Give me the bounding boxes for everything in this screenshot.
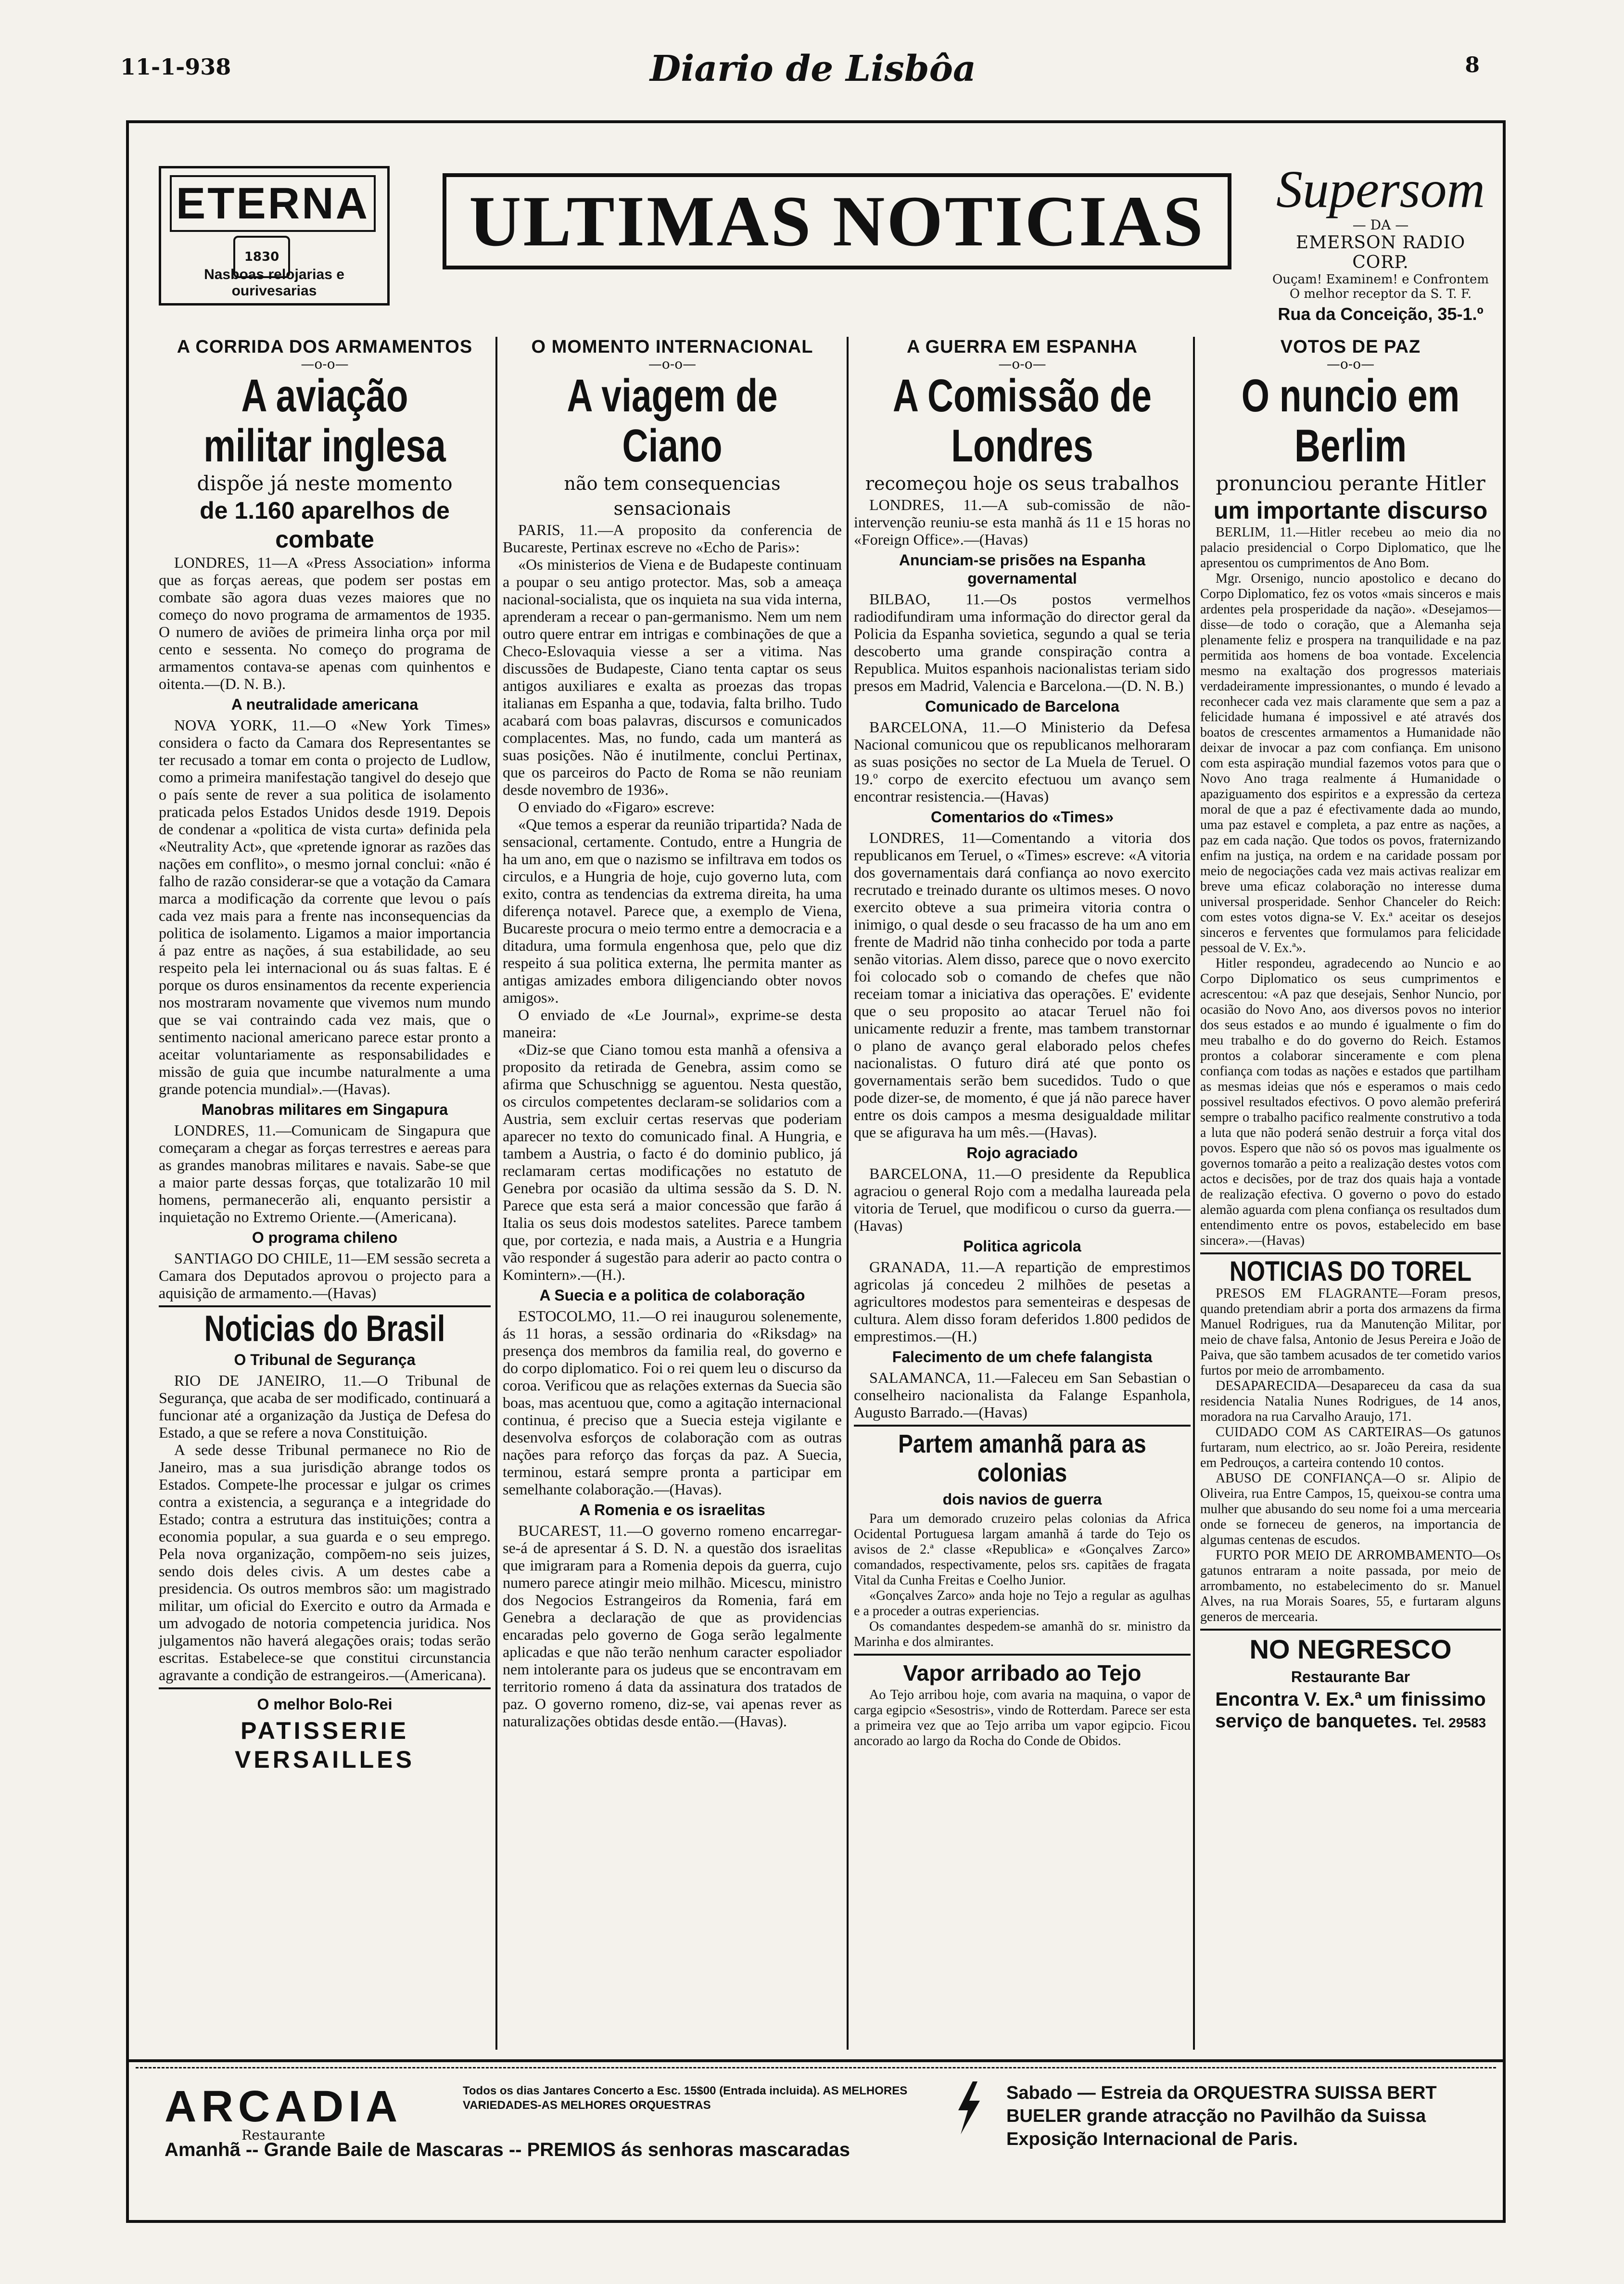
eterna-ad xyxy=(159,166,390,306)
paragraph: «Gonçalves Zarco» anda hoje no Tejo a regular as agulhas e a proceder a outras experiencias. xyxy=(854,1588,1191,1619)
arcadia-baile: Amanhã -- Grande Baile de Mascaras -- PREMIOS ás senhoras mascaradas xyxy=(165,2139,850,2160)
column-espanha xyxy=(854,337,1191,1749)
column-votos xyxy=(1200,337,1501,1732)
ornament: —o-o— xyxy=(648,356,697,372)
subheadline: pronunciou perante Hitler xyxy=(1216,472,1485,495)
kicker: Rojo agraciado xyxy=(966,1144,1078,1161)
paragraph: BUCAREST, 11.—O governo romeno encarregar-se-á de apresentar á S. D. N. a questão dos israelitas que imigraram para a Romenia depois da guerra, cujo numero parece atingir meio milhão. Micescu, ministro dos Negocios Estrangeiros da Romenia, fará em Genebra a declaração de que as providencias encaradas pelo governo de Goga serão legalmente aplicadas e que não terão nenhum caracter espoliador nem intolerante para os judeus que se encontravam em territorio romeno á data da assinatura dos tratados de paz. O governo romeno, diz-se, vai apenas rever as naturalizações obtidas desde então.—(Havas). xyxy=(503,1522,842,1730)
paragraph: CUIDADO COM AS CARTEIRAS—Os gatunos furtaram, num electrico, ao sr. João Pereira, residente em Pedrouços, a carteira contendo 10 contos. xyxy=(1200,1425,1501,1470)
supersom-line1: Ouçam! Examinem! e Confrontem xyxy=(1272,272,1489,287)
bolo-rei-ad: O melhor Bolo-Rei xyxy=(257,1696,393,1713)
lightning-icon xyxy=(953,2081,982,2134)
subheadline-bold: um importante discurso xyxy=(1213,497,1488,524)
paragraph: PRESOS EM FLAGRANTE—Foram presos, quando pretendiam abrir a porta dos armazens da firma Manuel Rodrigues, rua da Manutenção Militar, por meio de chave falsa, Antonio de Jesus Pereira e João de Paiva, que são tambem acusados de ter cometido varios furtos por meio de arrombamento. xyxy=(1200,1286,1501,1378)
section-title: VOTOS DE PAZ xyxy=(1280,337,1421,357)
subheadline: recomeçou hoje os seus trabalhos xyxy=(865,473,1180,494)
paragraph: O enviado de «Le Journal», exprime-se desta maneira: xyxy=(503,1006,842,1041)
paragraph: Hitler respondeu, agradecendo ao Nuncio e ao Corpo Diplomatico os seus cumprimentos e acrescentou: «A paz que desejais, Senhor Nuncio, por ocasião do Novo Ano, aos diversos povos no interior dos seus estados e ao mundo é igualmente o fim do meu trabalho e do do governo do Reich. Estamos prontos a colaborar sinceramente e com plena confiança com todas as nações e estados que partilham as mesmas ideias que nós e esperamos o mais cedo possivel resultados efectivos. O povo alemão preferirá sempre o trabalho pacifico realmente construtivo a toda a luta que não poderá senão destruir a força vital dos povos. Espero que não só os povos mas igualmente os governos tomarão a peito a realização destes votos com actos e decisões, por de traz dos quais haja a vontade de realização efectiva. O governo o povo do estado alemão aguarda com plena confiança os resultados dum entendimento entre os povos, estabelecido em base sincera».—(Havas) xyxy=(1200,956,1501,1248)
newspaper-title: Diario de Lisbôa xyxy=(650,48,976,89)
paragraph: BERLIM, 11.—Hitler recebeu ao meio dia no palacio presidencial o Corpo Diplomatico, que lhe apresentou os cumprimentos de Ano Bom. xyxy=(1200,525,1501,571)
kicker: Politica agricola xyxy=(963,1238,1081,1255)
paragraph: Ao Tejo arribou hoje, com avaria na maquina, o vapor de carga egipcio «Sesostris», vindo de Rotterdam. Parece ser esta a primeira vez que ao Tejo arriba um vapor egipcio. Ficou ancorado ao largo da Rocha do Conde de Obidos. xyxy=(854,1687,1191,1748)
kicker: Anunciam-se prisões na Espanha governamental xyxy=(899,551,1146,587)
kicker: A Suecia e a politica de colaboração xyxy=(539,1287,805,1304)
paragraph: ESTOCOLMO, 11.—O rei inaugurou solenemente, ás 11 horas, a sessão ordinaria do «Riksdag» na presença dos membros da familia real, do governo e do corpo diplomatico. Foi o rei quem leu o discurso da coroa. Verificou que as relações externas da Suecia são boas, mas acentuou que, como a agitação internacional continua, é preciso que a Suecia esteja vigilante e desenvolva esforços de colaboração com as outras nações para reforço das forças da paz. A Suecia, terminou, estará sempre pronta a participar em semelhante colaboração.—(Havas). xyxy=(503,1307,842,1498)
column-divider xyxy=(847,337,849,2050)
paragraph: O enviado do «Figaro» escreve: xyxy=(518,798,715,816)
paragraph: NOVA YORK, 11.—O «New York Times» considera o facto da Camara dos Representantes se ter recusado a tomar em conta o projecto de Ludlow, como a primeira manifestação tangivel do desejo que o país sente de rever a sua politica de isolamento praticada pelos Estados Unidos desde 1919. Depois de condenar a «politica de vista curta» definida pela «Neutrality Act», que «pretende ignorar as razões das nações em conflito», o mesmo jornal conclui: «não é falho de razão considerar-se que a votação da Camara marca a modificação da corrente que levou o país cada vez mais para a frente nas inconsequencias da politica de isolamento. Ligamos a maior importancia á paz entre as nações, á sua estabilidade, ao seu respeito pela lei internacional ou ás suas faltas. E é porque os duros ensinamentos da recente experiencia nos mostraram novamente que vivemos num mundo que se vai contraindo cada vez mais, que o sentimento nacional americano parece estar pronto a aceitar voluntariamente as responsabilidades e missão de guia que incumbe naturalmente a uma grande potencia mundial».—(Havas). xyxy=(159,716,491,1097)
paragraph: SALAMANCA, 11.—Faleceu em San Sebastian o conselheiro nacionalista da Falange Espanhola, Augusto Barrado.—(Havas) xyxy=(854,1369,1191,1421)
negresco-line2: serviço de banquetes. xyxy=(1215,1710,1418,1732)
paragraph: Mgr. Orsenigo, nuncio apostolico e decano do Corpo Diplomatico, fez os votos «mais sinceros e mais ardentes pela prosperidade da nação». «Desejamos—disse—de todo o coração, que a Alemanha seja plenamente feliz e prospera na tranquilidade e na paz permitida aos homens de boa vontade. Excelencia mesmo na exaltação dos progressos materiais verdadeiramente impressionantes, o mundo é levado a reconhecer cada vez mais claramente que sem a paz a felicidade humana é impossivel e até através dos boatos de crescentes armamentos a Humanidade não deixar de invocar a paz com confiança. Em unisono com esta aspiração mundial fazemos votos para que o Novo Ano traga realmente á Humanidade o apaziguamento dos espiritos e a expressão da certeza moral de que a paz é efectivamente dada ao mundo, uma paz estavel e completa, a paz entre as nações, a paz em cada nação. Que todos os povos, fraternizando enfim na justiça, na ordem e na caridade possam por meio de negociações cada vez mais activas realizar em breve uma eficaz colaboração no interesse duma universal prosperidade. Senhor Chanceler do Reich: com estes votos digna-se V. Ex.ª aceitar os desejos sinceros e ferventes que formulamos para felicidade pessoal de V. Ex.ª». xyxy=(1200,571,1501,956)
supersom-address: Rua da Conceição, 35-1.º xyxy=(1278,304,1484,324)
headline: A viagem de Ciano xyxy=(567,370,778,472)
section-masthead: ULTIMAS NOTICIAS xyxy=(443,173,1231,269)
kicker: A Romenia e os israelitas xyxy=(579,1501,765,1518)
paragraph: FURTO POR MEIO DE ARROMBAMENTO—Os gatunos entraram a noite passada, por meio de arrombamento, no estabelecimento do sr. Manuel Alves, na rua Morais Soares, 55, e furtaram alguns generos de mercearia. xyxy=(1200,1548,1501,1624)
negresco-phone: Tel. 29583 xyxy=(1422,1715,1486,1730)
kicker: O programa chileno xyxy=(252,1229,398,1246)
page-number: 8 xyxy=(1465,53,1480,77)
ornament: —o-o— xyxy=(998,356,1046,372)
kicker: Comentarios do «Times» xyxy=(931,808,1114,826)
subheadline: não tem consequencias sensacionais xyxy=(564,473,781,519)
arcadia-details: Todos os dias Jantares Concerto a Esc. 15$00 (Entrada incluida). AS MELHORES VARIEDADES-AS MELHORES ORQUESTRAS xyxy=(463,2084,908,2112)
supersom-brand: Supersom xyxy=(1276,160,1485,218)
supersom-da: — DA — xyxy=(1352,217,1409,233)
kicker: A neutralidade americana xyxy=(231,696,419,713)
suissa-ad: Sabado — Estreia da ORQUESTRA SUISSA BERT BUELER grande atracção no Pavilhão da Suissa Exposição Internacional de Paris. xyxy=(1006,2083,1437,2149)
negresco-headline: NO NEGRESCO xyxy=(1249,1634,1452,1664)
paragraph: SANTIAGO DO CHILE, 11—EM sessão secreta a Camara dos Deputados aprovou o projecto para a aquisição de armamento.—(Havas) xyxy=(159,1250,491,1301)
paragraph: DESAPARECIDA—Desapareceu da casa da sua residencia Natalia Nunes Rodrigues, de 14 anos, moradora na rua Carvalho Araujo, 171. xyxy=(1200,1378,1501,1424)
colonias-sub: dois navios de guerra xyxy=(942,1491,1102,1508)
paragraph: LONDRES, 11.—A sub-comissão de não-intervenção reuniu-se esta manhã ás 11 e 15 horas no «Foreign Office».—(Havas) xyxy=(854,496,1191,548)
column-divider xyxy=(495,337,497,2050)
eterna-logo: ETERNA xyxy=(170,175,376,232)
ornament: —o-o— xyxy=(1326,356,1375,372)
arcadia-title: ARCADIA xyxy=(165,2082,403,2131)
torel-headline: NOTICIAS DO TOREL xyxy=(1229,1256,1472,1287)
ornament: —o-o— xyxy=(301,356,349,372)
supersom-corp: EMERSON RADIO CORP. xyxy=(1295,233,1466,272)
column-divider xyxy=(1193,337,1195,2050)
paragraph: «Que temos a esperar da reunião tripartida? Nada de sensacional, certamente. Contudo, entre a Hungria de ha um ano, em que o nazismo se infiltrava em todos os circulos, e a Hungria de hoje, cujo governo luta, com exito, contra as tendencias da extrema direita, ha uma diferença notavel. Parece que, a exemplo de Viena, Bucareste procura o meio termo entre a democracia e a ditadura, uma formula engenhosa que, pelo que diz respeito á sua politica externa, lhe permita manter as antigas amizades embora diligenciando obter novos amigos». xyxy=(503,816,842,1006)
supersom-ad xyxy=(1270,159,1491,324)
paragraph: GRANADA, 11.—A repartição de emprestimos agricolas já concedeu 2 milhões de pesetas a agricultores modestos para sementeiras e despesas de cultura. Alem disso foram deferidos 1.800 pedidos de emprestimos.—(H.) xyxy=(854,1258,1191,1345)
paragraph: Para um demorado cruzeiro pelas colonias da Africa Ocidental Portuguesa largam amanhã á tarde do Tejo os avisos de 2.ª classe «Republica» e «Gonçalves Zarco» comandados, respectivamente, pelos srs. capitães de fragata Vital da Cunha Freitas e Coelho Junior. xyxy=(854,1511,1191,1588)
paragraph: RIO DE JANEIRO, 11.—O Tribunal de Segurança, que acaba de ser modificado, continuará a funcionar até a organização da Justiça de Defesa do Estado, a que se refere a nova Constituição. xyxy=(159,1372,491,1441)
paragraph: «Diz-se que Ciano tomou esta manhã a ofensiva a proposito da retirada de Genebra, assim como se afirma que Schuschnigg se aguentou. Nesta questão, os circulos competentes declaram-se solidarios com a Austria, sem excluir certas reservas que poderiam aparecer no texto do comunicado final. A Hungria, e tambem a Austria, o facto é do dominio publico, já reclamaram certas modificações no estatuto de Genebra por ocasião da ultima sessão da S. D. N. Parece que esta será a maior concessão que farão á Italia os seus dois modestos satelites. Parece tambem que, por cortezia, e nada mais, a Austria e a Hungria vão responder á sugestão para aderir ao pacto contra o Komintern».—(H.). xyxy=(503,1041,842,1283)
issue-date: 11-1-938 xyxy=(120,54,231,80)
article-body xyxy=(503,521,842,1730)
negresco-sub: Restaurante Bar xyxy=(1291,1668,1410,1685)
section-title: A GUERRA EM ESPANHA xyxy=(907,337,1138,357)
arcadia-logo xyxy=(165,2081,402,2143)
kicker: Manobras militares em Singapura xyxy=(201,1101,448,1118)
brasil-headline: Noticias do Brasil xyxy=(204,1308,445,1349)
paragraph: BARCELONA, 11.—O presidente da Republica agraciou o general Rojo com a medalha laureada pela vitoria de Teruel, que modificou o curso da guerra.—(Havas) xyxy=(854,1165,1191,1234)
section-title: A CORRIDA DOS ARMAMENTOS xyxy=(177,337,473,357)
paragraph: PARIS, 11.—A proposito da conferencia de Bucareste, Pertinax escreve no «Echo de Paris»: xyxy=(503,521,842,556)
decorative-rule xyxy=(136,2067,1496,2068)
paragraph: «Os ministerios de Viena e de Budapeste continuam a poupar o seu antigo protector. Mas, sob a ameaça nacional-socialista, que os inquieta na sua vida interna, aprenderam a recear o pan-germanismo. Nem um nem outro quere entrar em intrigas e combinações de que a Checo-Eslovaquia viesse a ser a vitima. Nas discussões de Budapeste, Ciano tenta captar os seus antigos auxiliares e exalta as proezas das tropas italianas em Espanha a que, todavia, falta brilho. Tudo acabará com boas palavras, discursos e comunicados complacentes. Mas, no fundo, cada um manterá as suas posições. Não é inutilmente, conclui Pertinax, que os parceiros do Pacto de Roma se não reuniam desde novembro de 1936». xyxy=(503,556,842,798)
paragraph: LONDRES, 11.—Comunicam de Singapura que começaram a chegar as forças terrestres e aereas para as grandes manobras militares e navais. Sabe-se que a maior parte dessas forças, que totalizarão 10 mil homens, permanecerão ali, enquanto persistir a inquietação no Extremo Oriente.—(Americana). xyxy=(159,1122,491,1225)
headline: A aviação militar inglesa xyxy=(203,370,446,472)
paragraph: LONDRES, 11—A «Press Association» informa que as forças aereas, que podem ser postas em combate são agora duas vezes maiores que no começo do novo programa de armamentos de 1935. O numero de aviões de primeira linha orça por mil cento e sessenta. No começo do programa de armamentos contava-se apenas com quinhentos e oitenta.—(D. N. B.). xyxy=(159,554,491,692)
headline: O nuncio em Berlim xyxy=(1241,370,1460,472)
negresco-line1: Encontra V. Ex.ª um finissimo xyxy=(1215,1689,1486,1710)
column-armamentos xyxy=(159,337,491,1774)
article-body xyxy=(159,554,491,1301)
paragraph: A sede desse Tribunal permanece no Rio de Janeiro, mas a sua jurisdição abrange todos os Estados. Compete-lhe processar e julgar os crimes contra a existencia, a segurança e a integridade do Estado; contra a estrutura das instituições; contra a economia popular, a sua guarda e o seu emprego. Pela nova organização, compõem-no seis juizes, sendo dois deles civis. A um destes cabe a presidencia. Os outros membros são: um magistrado militar, um oficial do Exercito e outro da Armada e um advogado de notoria competencia juridica. Nos julgamentos não haverá alegações orais; todas serão escritas. Estabelece-se que constitui circunstancia agravante a condição de estrangeiros.—(Americana). xyxy=(159,1441,491,1684)
paragraph: LONDRES, 11—Comentando a vitoria dos republicanos em Teruel, o «Times» escreve: «A vitoria dos governamentais dará confiança ao novo exercito recrutado e treinado durante os ultimos meses. O novo exercito obteve a sua primeira vitoria contra o inimigo, o qual desde o seu fracasso de ha um ano em frente de Madrid não tinha conhecido por toda a parte senão vitorias. Alem disso, parece que o novo exercito foi colocado sob o comando de chefes que não receiam tomar a iniciativa das operações. E' evidente que o seu proposito ao atacar Teruel não foi unicamente reduzir a frente, mas tambem transtornar o plano de avanço geral elaborado pelos chefes nacionalistas. O futuro dirá até que ponto os governamentais serão bem sucedidos. Tudo o que pode dizer-se, de momento, é que já não parece haver entre os dois campos a mesma desigualdade militar que se afigurava ha um mês.—(Havas). xyxy=(854,829,1191,1141)
article-body xyxy=(854,496,1191,1421)
colonias-headline: Partem amanhã para as colonias xyxy=(898,1429,1146,1487)
kicker: Falecimento de um chefe falangista xyxy=(892,1348,1153,1365)
patisserie-ad: PATISSERIE VERSAILLES xyxy=(235,1717,415,1773)
subheadline-bold: de 1.160 aparelhos de combate xyxy=(200,497,450,553)
subheadline: dispõe já neste momento xyxy=(197,472,453,495)
paragraph: ABUSO DE CONFIANÇA—O sr. Alipio de Oliveira, rua Entre Campos, 15, queixou-se contra uma mulher que abusando do seu nome foi a uma mercearia onde se forneceu de generos, na importancia de algumas centenas de escudos. xyxy=(1200,1471,1501,1547)
paragraph: BARCELONA, 11.—O Ministerio da Defesa Nacional comunicou que os republicanos melhoraram as suas posições no sector de La Muela de Teruel. O 19.º corpo de exercito efectuou um avanço sem encontrar resistencia.—(Havas) xyxy=(854,718,1191,805)
clock-icon: 1830 xyxy=(233,236,290,278)
vapor-headline: Vapor arribado ao Tejo xyxy=(903,1660,1142,1685)
paragraph: Os comandantes despedem-se amanhã do sr. ministro da Marinha e dos almirantes. xyxy=(854,1619,1191,1649)
headline: A Comissão de Londres xyxy=(892,370,1152,472)
kicker: O Tribunal de Segurança xyxy=(234,1351,416,1368)
arcadia-restaurante: Restaurante xyxy=(241,2127,326,2143)
bottom-ads xyxy=(126,2059,1506,2173)
paragraph: BILBAO, 11.—Os postos vermelhos radiodifundiram uma informação do director geral da Policia da Espanha sovietica, segundo a qual se teria descoberto uma grande conspiração contra a Republica. Muitos espanhois nacionalistas teriam sido presos em Madrid, Valencia e Barcelona.—(D. N. B.) xyxy=(854,590,1191,694)
article-body xyxy=(1200,525,1501,1249)
kicker: Comunicado de Barcelona xyxy=(925,698,1119,715)
column-internacional xyxy=(503,337,842,1730)
section-title: O MOMENTO INTERNACIONAL xyxy=(531,337,813,357)
eterna-tagline: Nasboas relojarias e ourivesarias xyxy=(204,267,344,299)
supersom-line2: O melhor receptor da S. T. F. xyxy=(1289,287,1472,301)
